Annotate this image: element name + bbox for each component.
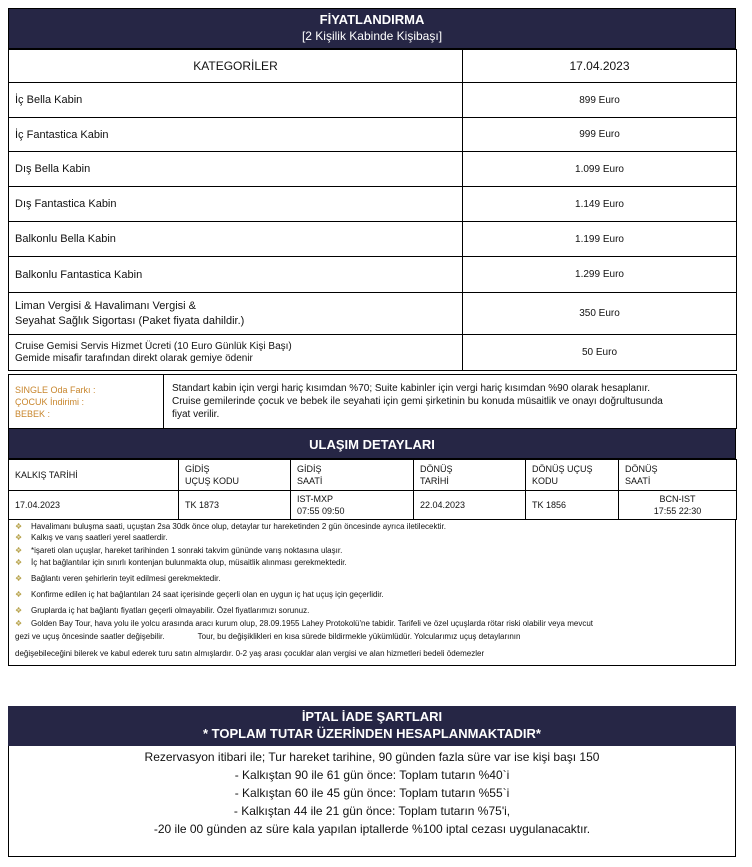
departure-date: 17.04.2023 <box>9 491 179 520</box>
single-room-label: SINGLE Oda Farkı : <box>15 384 96 395</box>
pricing-table <box>8 49 737 371</box>
diamond-bullet-icon: ❖ <box>15 618 23 628</box>
table-row <box>9 293 737 335</box>
discount-text-line1: Standart kabin için vergi hariç kısımdan %70; Suite kabinler için vergi hariç kısımdan %90 olarak hesaplanır. <box>172 383 651 394</box>
notes-box <box>8 519 736 666</box>
transport-header: ULAŞIM DETAYLARI <box>8 428 736 459</box>
note-text: Kalkış ve varış saatleri yerel saatlerdir. <box>31 532 168 542</box>
table-row <box>9 187 737 222</box>
baby-label: BEBEK : <box>15 408 51 419</box>
legal-line: Golden Bay Tour, hava yolu ile yolcu arasında aracı kurum olup, 28.09.1955 Lahey Protokolü'ne tabidir. Tarifeli ve özel uçuşlarda rötar riski olabilir veya mevcut <box>31 618 593 628</box>
column-header-categories: KATEGORİLER <box>9 50 463 83</box>
pricing-header <box>8 8 736 49</box>
return-date: 22.04.2023 <box>414 491 526 520</box>
list-item <box>9 590 735 601</box>
diamond-bullet-icon: ❖ <box>15 522 23 531</box>
service-label-line2: Gemide misafir tarafından direkt olarak gemiye ödenir <box>15 352 253 364</box>
outbound-time <box>291 491 414 520</box>
cancel-line: Rezervasyon itibari ile; Tur hareket tarihine, 90 günden fazla süre var ise kişi başı 150 <box>144 750 600 764</box>
header-outbound-flight-code <box>179 460 291 491</box>
note-text: Bağlantı veren şehirlerin teyit edilmesi gerekmektedir. <box>31 574 221 584</box>
table-row <box>9 222 737 257</box>
cancel-line: - Kalkıştan 60 ile 45 gün önce: Toplam tutarın %55`i <box>234 786 510 800</box>
cabin-price: 1.299 Euro <box>463 257 737 293</box>
header-return-flight-code <box>526 460 619 491</box>
table-row <box>9 83 737 118</box>
note-text: Gruplarda iç hat bağlantı fiyatları geçerli olmayabilir. Özel fiyatlarımızı sorunuz. <box>31 605 310 615</box>
cancel-title: İPTAL İADE ŞARTLARI <box>301 709 443 724</box>
header-line: UÇUŞ KODU <box>185 476 240 486</box>
list-item <box>9 546 735 557</box>
header-departure-date <box>9 460 179 491</box>
pricing-title: FİYATLANDIRMA <box>319 12 425 27</box>
list-item <box>9 558 735 569</box>
cabin-label: İç Fantastica Kabin <box>9 118 463 152</box>
discount-text-line2: Cruise gemilerinde çocuk ve bebek ile seyahati için gemi şirketinin bu konuda müsaitlik ve onayı doğrultusunda <box>172 396 663 407</box>
cancel-line: -20 ile 00 günden az süre kala yapılan iptallerde %100 iptal cezası uygulanacaktır. <box>153 822 591 836</box>
header-line: SAATİ <box>297 476 323 486</box>
header-line: GİDİŞ <box>185 464 210 474</box>
value-line: 17:55 22:30 <box>653 506 702 516</box>
cancel-box <box>8 746 736 857</box>
tax-price: 350 Euro <box>463 293 737 335</box>
return-time <box>619 491 737 520</box>
note-text: İç hat bağlantılar için sınırlı kontenjan bulunmakta olup, müsaitlik alınması gerekmektedir. <box>31 558 347 568</box>
pricing-subtitle: [2 Kişilik Kabinde Kişibaşı] <box>301 29 443 43</box>
header-line: DÖNÜŞ <box>420 464 453 474</box>
discount-text <box>164 375 737 429</box>
cancel-header <box>8 706 736 746</box>
cancel-subtitle: * TOPLAM TUTAR ÜZERİNDEN HESAPLANMAKTADIR* <box>203 726 541 741</box>
legal-line: gezi ve uçuş öncesinde saatler değişebilir. Tour, bu değişiklikleri en kısa sürede bildirmekle yükümlüdür. Yolcularımız uçuş detaylarının <box>15 631 521 641</box>
header-line: KODU <box>532 476 559 486</box>
service-label <box>9 335 463 371</box>
header-line: KALKIŞ TARİHİ <box>15 470 78 480</box>
legal-line: değişebileceğini bilerek ve kabul ederek turu satın almışlardır. 0-2 yaş arası çocuklar alan vergisi ve alan hizmetleri bedeli ödemezler <box>15 648 485 658</box>
cabin-price: 999 Euro <box>463 118 737 152</box>
column-header-date: 17.04.2023 <box>463 50 737 83</box>
transport-table <box>8 459 737 520</box>
tax-label-line1: Liman Vergisi & Havalimanı Vergisi & <box>15 299 196 312</box>
diamond-bullet-icon: ❖ <box>15 589 23 599</box>
header-line: DÖNÜŞ UÇUŞ <box>532 464 593 474</box>
cabin-label: Dış Bella Kabin <box>9 152 463 187</box>
discount-text-line3: fiyat verilir. <box>172 409 220 420</box>
service-label-line1: Cruise Gemisi Servis Hizmet Ücreti (10 Euro Günlük Kişi Başı) <box>15 340 292 352</box>
list-item <box>9 533 735 544</box>
notes-list <box>9 522 735 630</box>
cabin-label: Balkonlu Fantastica Kabin <box>9 257 463 293</box>
diamond-bullet-icon: ❖ <box>15 574 23 584</box>
list-item <box>9 522 735 533</box>
discount-table <box>8 374 737 429</box>
header-line: SAATİ <box>625 476 651 486</box>
header-return-date <box>414 460 526 491</box>
cancel-line: - Kalkıştan 90 ile 61 gün önce: Toplam tutarın %40`i <box>234 768 510 782</box>
table-row <box>9 152 737 187</box>
header-outbound-time <box>291 460 414 491</box>
cabin-label: Balkonlu Bella Kabin <box>9 222 463 257</box>
diamond-bullet-icon: ❖ <box>15 545 23 555</box>
return-flight-code: TK 1856 <box>526 491 619 520</box>
table-row <box>9 491 737 520</box>
tax-label <box>9 293 463 335</box>
cabin-label: İç Bella Kabin <box>9 83 463 118</box>
cabin-price: 1.099 Euro <box>463 152 737 187</box>
note-text: Konfirme edilen iç hat bağlantıları 24 saat içerisinde geçerli olan en uygun iç hat uçuş için geçerlidir. <box>31 589 384 599</box>
value-line: BCN-IST <box>659 494 696 504</box>
service-price: 50 Euro <box>463 335 737 371</box>
diamond-bullet-icon: ❖ <box>15 558 23 568</box>
cabin-price: 899 Euro <box>463 83 737 118</box>
outbound-flight-code: TK 1873 <box>179 491 291 520</box>
note-text: *işareti olan uçuşlar, hareket tarihinden 1 sonraki takvim gününde varış noktasına ulaşır. <box>31 545 343 555</box>
cancel-line: - Kalkıştan 44 ile 21 gün önce: Toplam tutarın %75'i, <box>233 804 511 818</box>
table-row <box>9 118 737 152</box>
diamond-bullet-icon: ❖ <box>15 532 23 542</box>
list-item <box>9 606 735 617</box>
discount-labels <box>9 375 164 429</box>
list-item <box>9 574 735 585</box>
cabin-price: 1.199 Euro <box>463 222 737 257</box>
tax-label-line2: Seyahat Sağlık Sigortası (Paket fiyata dahildir.) <box>15 314 245 327</box>
header-line: DÖNÜŞ <box>625 464 658 474</box>
cabin-label: Dış Fantastica Kabin <box>9 187 463 222</box>
table-row <box>9 257 737 293</box>
cabin-price: 1.149 Euro <box>463 187 737 222</box>
child-discount-label: ÇOCUK İndirimi : <box>15 396 85 407</box>
diamond-bullet-icon: ❖ <box>15 605 23 615</box>
header-line: GİDİŞ <box>297 464 322 474</box>
value-line: IST-MXP <box>297 494 334 504</box>
note-text: Havalimanı buluşma saati, uçuştan 2sa 30dk önce olup, detaylar tur hareketinden 2 gün öncesinde ayrıca iletilecektir. <box>31 522 446 531</box>
value-line: 07:55 09:50 <box>297 506 345 516</box>
list-item <box>9 617 735 630</box>
header-line: TARİHİ <box>420 476 449 486</box>
table-row <box>9 335 737 371</box>
header-return-time <box>619 460 737 491</box>
